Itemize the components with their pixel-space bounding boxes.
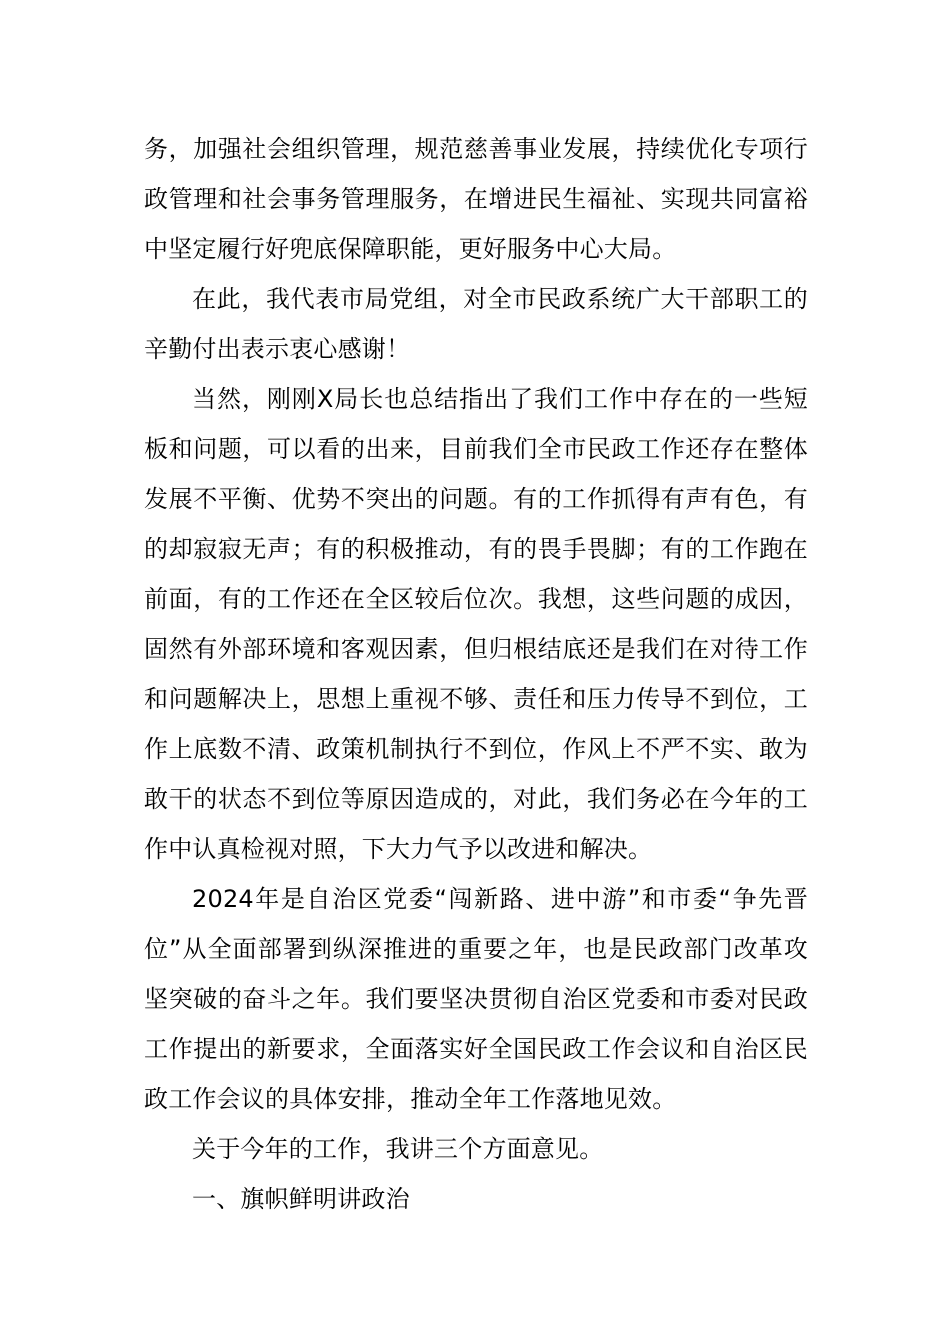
paragraph-1: 务，加强社会组织管理，规范慈善事业发展，持续优化专项行政管理和社会事务管理服务，在增进民生福祉、实现共同富裕中坚定履行好兜底保障职能，更好服务中心大局。 [144,135,808,263]
paragraph-4: 2024年是自治区党委“闯新路、进中游”和市委“争先晋位”从全面部署到纵深推进的重要之年，也是民政部门改革攻坚突破的奋斗之年。我们要坚决贯彻自治区党委和市委对民政工作提出的新要求，全面落实好全国民政工作会议和自治区民政工作会议的具体安排，推动全年工作落地见效。 [144,885,808,1113]
document-body [144,124,808,1224]
section-heading: 一、旗帜鲜明讲政治 [192,1185,410,1213]
paragraph-2: 在此，我代表市局党组，对全市民政系统广大干部职工的辛勤付出表示衷心感谢！ [144,285,808,363]
paragraph-3: 当然，刚刚X局长也总结指出了我们工作中存在的一些短板和问题，可以看的出来，目前我们全市民政工作还存在整体发展不平衡、优势不突出的问题。有的工作抓得有声有色，有的却寂寂无声；有的积极推动，有的畏手畏脚；有的工作跑在前面，有的工作还在全区较后位次。我想，这些问题的成因，固然有外部环境和客观因素，但归根结底还是我们在对待工作和问题解决上，思想上重视不够、责任和压力传导不到位，工作上底数不清、政策机制执行不到位，作风上不严不实、敢为敢干的状态不到位等原因造成的，对此，我们务必在今年的工作中认真检视对照，下大力气予以改进和解决。 [144,385,808,863]
paragraph-5: 关于今年的工作，我讲三个方面意见。 [192,1135,604,1163]
